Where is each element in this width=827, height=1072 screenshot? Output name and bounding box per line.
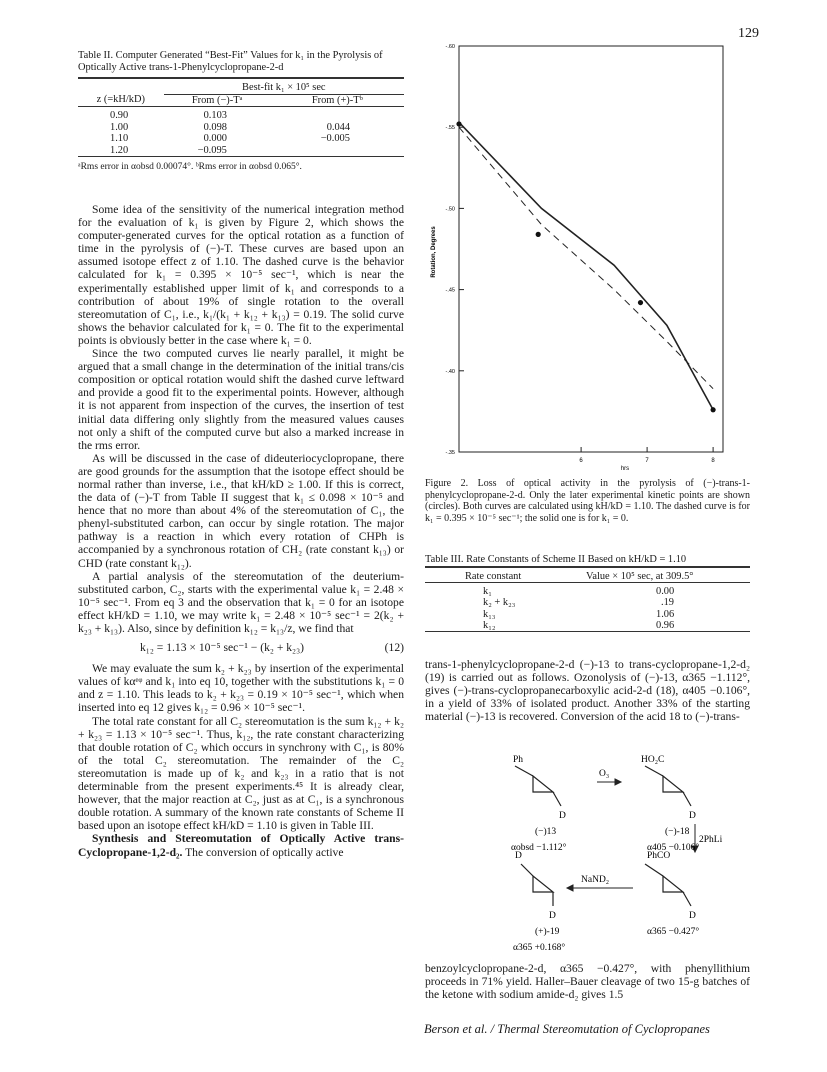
points-group bbox=[456, 121, 715, 412]
compound-18: (−)-18 bbox=[665, 827, 690, 837]
running-footer: Berson et al. / Thermal Stereomutation of Cyclopropanes bbox=[424, 1022, 710, 1036]
bond bbox=[645, 766, 663, 776]
table-row: 0.90 0.103 bbox=[110, 110, 227, 121]
compound-13: (−)13 bbox=[535, 827, 557, 837]
y-axis-label: Rotation, Degrees bbox=[431, 226, 437, 278]
series-dashed-line bbox=[459, 127, 713, 388]
paragraph: We may evaluate the sum k₂ + k₂₃ by insertion of the experimental values of kαᵉᵠ and k₁ into eq 10, together with the substitutions k₁ = 0 and z = 1.10. This leads to k₂ + k₂₃ = 0.19 × 10⁻⁵ sec⁻¹, which when inserted into eq 12 gives k₁₂ = 0.96 × 10⁻⁵ sec⁻¹. bbox=[78, 662, 404, 715]
arrowhead bbox=[615, 779, 621, 785]
table-row: k₁ 0.00 bbox=[483, 586, 675, 598]
table-row: 1.20 −0.095 bbox=[110, 144, 227, 156]
table2 bbox=[78, 77, 404, 159]
data-point bbox=[536, 232, 541, 237]
section-paragraph: Synthesis and Stereomutation of Optically Active trans-Cyclopropane-1,2-d₂. The conversion of optically active bbox=[78, 832, 404, 859]
data-point bbox=[638, 300, 643, 305]
cyclopropane-18 bbox=[663, 776, 683, 792]
table2-col0: z (=kH/kD) bbox=[96, 94, 145, 106]
cyclopropane-ketone bbox=[663, 876, 683, 892]
table3-col1: Rate constant bbox=[465, 571, 522, 582]
reagent-phli: 2PhLi bbox=[699, 835, 723, 845]
compound-19: (+)-19 bbox=[535, 927, 560, 937]
table2-caption: Table II. Computer Generated “Best-Fit” Values for k₁ in the Pyrolysis of Optically Active trans-1-Phenylcyclopropane-2-d bbox=[78, 50, 383, 73]
y-tick-label: -.45 bbox=[445, 287, 455, 294]
table-row: k₂ + k₂₃ .19 bbox=[483, 597, 675, 609]
x-tick-label: 8 bbox=[711, 458, 715, 464]
y-tick-label: -.35 bbox=[445, 450, 455, 456]
data-point bbox=[456, 121, 461, 126]
x-axis-label: hrs bbox=[620, 466, 630, 472]
paragraph: The total rate constant for all C₂ stereomutation is the sum k₁₂ + k₂ + k₂₃ = 1.13 × 10⁻⁵ sec⁻¹. Thus, k₁₂, the rate constant characterizing that double rotation of C₂ which occurs in synchrony with C₁, is 80% of the total C₂ stereomutation. The remainder of the C₂ stereomutation is made up of k₂ and k₂₃ in a ratio that is not determinable from the present experiments.⁴⁵ It is already clear, however, that the major reaction at C₂, just as at C₁, is a synchronous double rotation. A summary of the known rate constants of Scheme II based upon an isotope effect kH/kD = 1.10 is given in Table III. bbox=[78, 714, 404, 833]
table-row: 1.00 0.098 0.044 bbox=[110, 121, 351, 133]
table2-col1: From (−)-Tᵃ bbox=[191, 94, 243, 106]
x-axis bbox=[579, 447, 715, 464]
series-group bbox=[459, 122, 713, 409]
y-axis bbox=[446, 44, 464, 456]
right-paragraph-block bbox=[425, 658, 750, 723]
label-d: D bbox=[689, 811, 696, 821]
bond bbox=[645, 864, 663, 876]
plot-frame bbox=[459, 46, 723, 452]
paragraph: A partial analysis of the stereomutation of the deuterium-substituted carbon, C₂, starts with the experimental value k₁ = 2.48 × 10⁻⁵ sec⁻¹. From eq 3 and the observation that k₁ = 0 for an isotope effect kH/kD = 1.10, we may write k₁ = 2.48 × 10⁻⁵ sec⁻¹ = 2(k₂ + k₂₃ + k₁₃). Also, since by definition k₁₂ = k₁₃/z, we find that bbox=[78, 569, 404, 635]
table3-caption: Table III. Rate Constants of Scheme II Based on kH/kD = 1.10 bbox=[425, 554, 687, 565]
equation-12 bbox=[140, 641, 404, 654]
y-tick-label: -.55 bbox=[445, 125, 455, 132]
equation-number: (12) bbox=[384, 641, 404, 655]
label-ph: Ph bbox=[513, 755, 524, 765]
rotation-19: α365 +0.168° bbox=[513, 943, 566, 953]
table3-col2: Value × 10⁵ sec, at 309.5° bbox=[586, 571, 694, 582]
y-tick-label: -.60 bbox=[445, 44, 455, 50]
reagent-o3: O₃ bbox=[599, 769, 610, 779]
label-d: D bbox=[549, 911, 556, 921]
right-paragraph-block-2 bbox=[425, 962, 750, 1001]
reaction-scheme bbox=[425, 746, 750, 958]
rotation-18: α405 −0.106° bbox=[647, 843, 700, 853]
arrowhead bbox=[567, 885, 573, 891]
series-solid-line bbox=[459, 122, 713, 409]
bond bbox=[521, 864, 533, 876]
table-row: k₁₂ 0.96 bbox=[483, 619, 675, 631]
cyclopropane-13 bbox=[533, 776, 553, 792]
left-column bbox=[78, 50, 404, 859]
paragraph: As will be discussed in the case of dideuteriocyclopropane, there are good grounds for the assumption that the isotope effect should be normal rather than inverse, i.e., that kH/kD ≥ 1.00. If this is correct, the data of (−)-T from Table II suggest that k₁ ≤ 0.098 × 10⁻⁵ and hence that no more than about 4% of the stereomutation of C₁, the phenyl-substituted carbon, can occur by single rotation. The major pathway is a reaction in which every rotation of CHPh is accompanied by a synchronous rotation of CH₂ (rate constant k₁₃) or CHD (rate constant k₁₂). bbox=[78, 451, 404, 570]
x-tick-label: 6 bbox=[579, 458, 583, 464]
label-d: D bbox=[515, 851, 522, 861]
label-d: D bbox=[689, 911, 696, 921]
equation-text: k₁₂ = 1.13 × 10⁻⁵ sec⁻¹ − (k₂ + k₂₃) bbox=[140, 641, 305, 655]
paragraph: Since the two computed curves lie nearly parallel, it might be argued that a small change in the determination of the initial trans/cis composition or optical rotation would shift the dashed curve leftward and provide a good fit to the experimental points. However, although it is not apparent from inspection of the curves, the insertion of test initial data differing only slightly from the measured values causes not only a shift of the computed curve but also a marked increase in the rms error. bbox=[78, 347, 404, 452]
rotation-13: αobsd −1.112° bbox=[511, 843, 567, 853]
page-number: 129 bbox=[738, 26, 759, 41]
section-heading: Synthesis and Stereomutation of Optically Active trans-Cyclopropane-1,2-d₂. bbox=[78, 832, 404, 859]
table-row: k₁₃ 1.06 bbox=[483, 608, 675, 620]
bond bbox=[683, 792, 691, 806]
bond bbox=[515, 766, 533, 776]
label-phco: PhCO bbox=[647, 851, 671, 861]
table2-group-header: Best-fit k₁ × 10⁵ sec bbox=[164, 82, 404, 94]
y-tick-label: -.50 bbox=[445, 206, 455, 213]
paragraph: trans-1-phenylcyclopropane-2-d (−)-13 to trans-cyclopropane-1,2-d₂ (19) is carried out as follows. Ozonolysis of (−)-13, α365 −1.112°, gives (−)-trans-cyclopropanecarboxylic acid-2-d (18), α405 −0.106°, in a yield of 33% of isolated product. Another 33% of the starting material (−)-13 is recovered. Conversion of the acid 18 to (−)-trans- bbox=[425, 658, 750, 724]
cyclopropane-19 bbox=[533, 876, 553, 892]
table-row: 1.10 0.000 −0.005 bbox=[110, 133, 350, 144]
table2-col2: From (+)-Tᵇ bbox=[311, 94, 363, 106]
figure2-chart bbox=[425, 42, 725, 474]
rotation-ketone: α365 −0.427° bbox=[647, 927, 700, 937]
figure2-caption: Figure 2. Loss of optical activity in the pyrolysis of (−)-trans-1-phenylcyclopropane-2-d. Only the later experimental kinetic points are shown (circles). Both curves are calculated using kH/kD = 1.10. The dashed curve is for k₁ = 0.395 × 10⁻⁵ sec⁻¹; the solid one is for k₁ = 0. bbox=[425, 478, 750, 525]
bond bbox=[553, 792, 561, 806]
x-tick-label: 7 bbox=[645, 458, 649, 464]
paragraph: Some idea of the sensitivity of the numerical integration method for the evaluation of k₁ is given by Figure 2, which shows the computer-generated curves for the optical rotation as a function of time in the pyrolysis of (−)-T. These curves are based upon an assumed isotope effect z of 1.10. The dashed curve is the behavior calculated for k₁ = 0.395 × 10⁻⁵ sec⁻¹, which is near the experimentally established upper limit of k₁ and corresponds to a contribution of about 19% of single rotation to the overall stereomutation of C₁, i.e., k₁/(k₁ + k₁₂ + k₁₃) = 0.19. The solid curve shows the behavior calculated for k₁ = 0. The fit to the experimental points is obviously better in the case where k₁ = 0. bbox=[78, 203, 404, 347]
y-tick-label: -.40 bbox=[445, 368, 455, 375]
reagent-nand2: NaND₂ bbox=[581, 875, 610, 885]
label-d: D bbox=[559, 811, 566, 821]
bond bbox=[683, 892, 691, 906]
table2-footnote: ᵃRms error in αobsd 0.00074°. ᵇRms error in αobsd 0.065°. bbox=[78, 162, 302, 172]
data-point bbox=[711, 407, 716, 412]
label-ho2c: HO₂C bbox=[641, 755, 665, 765]
paragraph: benzoylcyclopropane-2-d, α365 −0.427°, with phenyllithium proceeds in 71% yield. Haller–Bauer cleavage of two 15-g batches of the ketone with sodium amide-d₂ gives 1.5 bbox=[425, 962, 750, 1002]
table3 bbox=[425, 566, 750, 634]
table3-block bbox=[425, 554, 750, 634]
